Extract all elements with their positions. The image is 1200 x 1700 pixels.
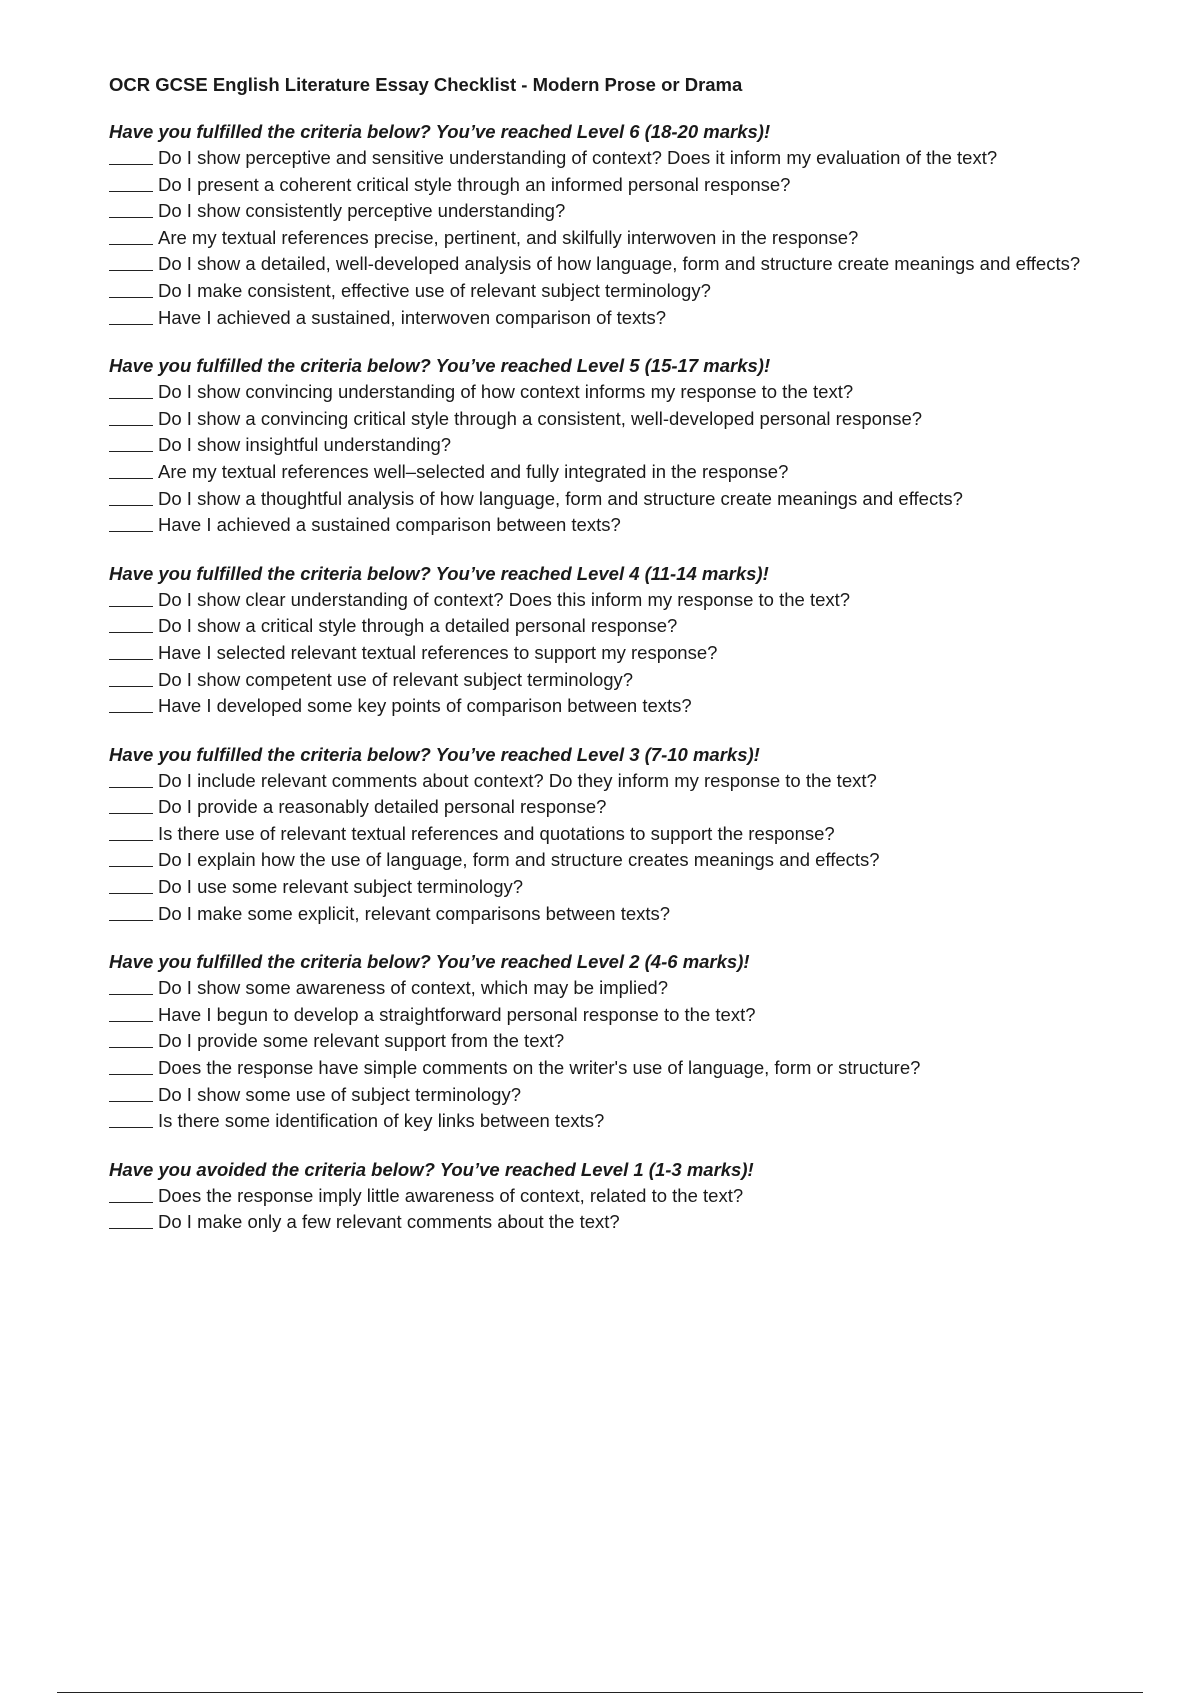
level-section bbox=[109, 119, 1179, 331]
checklist-item-text: Have I achieved a sustained, interwoven comparison of texts? bbox=[158, 306, 667, 328]
tick-blank-line[interactable] bbox=[109, 1020, 153, 1022]
checklist-item-text: Do I show insightful understanding? bbox=[158, 434, 452, 456]
checklist-item-text: Do I show competent use of relevant subject terminology? bbox=[158, 668, 634, 690]
checklist-item bbox=[109, 198, 1179, 225]
level-section bbox=[109, 742, 1179, 928]
checklist-item bbox=[109, 225, 1179, 252]
checklist-item bbox=[109, 305, 1179, 332]
tick-blank-line[interactable] bbox=[109, 919, 153, 921]
tick-blank-line[interactable] bbox=[109, 631, 153, 633]
checklist-item-text: Is there use of relevant textual references and quotations to support the response? bbox=[158, 822, 835, 844]
checklist-item bbox=[109, 278, 1179, 305]
checklist-item bbox=[109, 1028, 1179, 1055]
checklist-item-text: Do I make some explicit, relevant comparisons between texts? bbox=[158, 902, 671, 924]
checklist-item bbox=[109, 1082, 1179, 1109]
checklist-item-text: Do I show some awareness of context, which may be implied? bbox=[158, 977, 669, 999]
checklist-item bbox=[109, 486, 1179, 513]
checklist-item bbox=[109, 406, 1179, 433]
tick-blank-line[interactable] bbox=[109, 892, 153, 894]
tick-blank-line[interactable] bbox=[109, 839, 153, 841]
checklist-item-text: Do I show a thoughtful analysis of how language, form and structure create meanings and effects? bbox=[158, 487, 963, 509]
checklist-item-text: Have I selected relevant textual references to support my response? bbox=[158, 641, 718, 663]
tick-blank-line[interactable] bbox=[109, 504, 153, 506]
tick-blank-line[interactable] bbox=[109, 812, 153, 814]
checklist-item-text: Do I present a coherent critical style through an informed personal response? bbox=[158, 173, 791, 195]
checklist-item-text: Do I use some relevant subject terminology? bbox=[158, 876, 524, 898]
checklist-item bbox=[109, 874, 1179, 901]
tick-blank-line[interactable] bbox=[109, 216, 153, 218]
checklist-item bbox=[109, 975, 1179, 1002]
tick-blank-line[interactable] bbox=[109, 1100, 153, 1102]
checklist-item bbox=[109, 1183, 1179, 1210]
tick-blank-line[interactable] bbox=[109, 530, 153, 532]
tick-blank-line[interactable] bbox=[109, 1126, 153, 1128]
checklist-item-text: Do I show a convincing critical style through a consistent, well-developed personal response? bbox=[158, 407, 923, 429]
tick-blank-line[interactable] bbox=[109, 786, 153, 788]
checklist-item-text: Have I developed some key points of comparison between texts? bbox=[158, 695, 692, 717]
checklist-item bbox=[109, 768, 1179, 795]
checklist-item-text: Do I show convincing understanding of how context informs my response to the text? bbox=[158, 381, 854, 403]
checklist-item bbox=[109, 172, 1179, 199]
tick-blank-line[interactable] bbox=[109, 993, 153, 995]
level-section bbox=[109, 353, 1179, 539]
checklist-item-text: Are my textual references precise, pertinent, and skilfully interwoven in the response? bbox=[158, 226, 859, 248]
checklist-item-text: Do I show clear understanding of context? Does this inform my response to the text? bbox=[158, 588, 851, 610]
checklist-item-text: Do I show a detailed, well-developed analysis of how language, form and structure create meanings and effects? bbox=[158, 253, 1081, 275]
checklist-item-text: Is there some identification of key links between texts? bbox=[158, 1110, 605, 1132]
checklist-item-text: Do I make only a few relevant comments about the text? bbox=[158, 1211, 620, 1233]
section-heading: Have you fulfilled the criteria below? You’ve reached Level 3 (7-10 marks)! bbox=[109, 743, 760, 765]
checklist-item-text: Do I make consistent, effective use of relevant subject terminology? bbox=[158, 279, 711, 301]
checklist-item-text: Does the response imply little awareness of context, related to the text? bbox=[158, 1184, 744, 1206]
tick-blank-line[interactable] bbox=[109, 323, 153, 325]
tick-blank-line[interactable] bbox=[109, 296, 153, 298]
checklist-item-text: Do I include relevant comments about context? Do they inform my response to the text? bbox=[158, 769, 877, 791]
checklist-item bbox=[109, 251, 1179, 278]
section-heading: Have you fulfilled the criteria below? You’ve reached Level 4 (11-14 marks)! bbox=[109, 562, 769, 584]
checklist-item-text: Do I provide a reasonably detailed personal response? bbox=[158, 796, 607, 818]
checklist-item bbox=[109, 693, 1179, 720]
tick-blank-line[interactable] bbox=[109, 658, 153, 660]
checklist-item bbox=[109, 145, 1179, 172]
level-section bbox=[109, 561, 1179, 720]
checklist-item bbox=[109, 1002, 1179, 1029]
tick-blank-line[interactable] bbox=[109, 865, 153, 867]
tick-blank-line[interactable] bbox=[109, 477, 153, 479]
tick-blank-line[interactable] bbox=[109, 450, 153, 452]
checklist-item bbox=[109, 1055, 1179, 1082]
tick-blank-line[interactable] bbox=[109, 1073, 153, 1075]
tick-blank-line[interactable] bbox=[109, 685, 153, 687]
tick-blank-line[interactable] bbox=[109, 163, 153, 165]
tick-blank-line[interactable] bbox=[109, 424, 153, 426]
tick-blank-line[interactable] bbox=[109, 190, 153, 192]
section-heading: Have you fulfilled the criteria below? You’ve reached Level 5 (15-17 marks)! bbox=[109, 355, 771, 377]
checklist-item bbox=[109, 459, 1179, 486]
tick-blank-line[interactable] bbox=[109, 1201, 153, 1203]
checklist-item-text: Do I show a critical style through a detailed personal response? bbox=[158, 615, 678, 637]
checklist-item bbox=[109, 847, 1179, 874]
checklist-item bbox=[109, 613, 1179, 640]
checklist-item-text: Are my textual references well–selected and fully integrated in the response? bbox=[158, 460, 789, 482]
checklist-item-text: Have I begun to develop a straightforward personal response to the text? bbox=[158, 1003, 756, 1025]
checklist-item-text: Do I show consistently perceptive understanding? bbox=[158, 200, 566, 222]
checklist-item bbox=[109, 379, 1179, 406]
checklist-item bbox=[109, 587, 1179, 614]
tick-blank-line[interactable] bbox=[109, 1227, 153, 1229]
section-heading: Have you fulfilled the criteria below? You’ve reached Level 2 (4-6 marks)! bbox=[109, 951, 750, 973]
tick-blank-line[interactable] bbox=[109, 1046, 153, 1048]
checklist-page bbox=[109, 72, 1179, 1258]
tick-blank-line[interactable] bbox=[109, 711, 153, 713]
tick-blank-line[interactable] bbox=[109, 605, 153, 607]
footer-divider bbox=[57, 1692, 1143, 1693]
checklist-item-text: Do I provide some relevant support from the text? bbox=[158, 1030, 565, 1052]
tick-blank-line[interactable] bbox=[109, 269, 153, 271]
document-title: OCR GCSE English Literature Essay Checklist - Modern Prose or Drama bbox=[109, 74, 743, 95]
checklist-item bbox=[109, 667, 1179, 694]
checklist-item bbox=[109, 821, 1179, 848]
checklist-item-text: Do I explain how the use of language, form and structure creates meanings and effects? bbox=[158, 849, 880, 871]
checklist-item-text: Have I achieved a sustained comparison between texts? bbox=[158, 514, 621, 536]
checklist-item-text: Do I show perceptive and sensitive understanding of context? Does it inform my evaluation of the text? bbox=[158, 147, 998, 168]
section-heading: Have you avoided the criteria below? You’ve reached Level 1 (1-3 marks)! bbox=[109, 1158, 754, 1180]
checklist-item-text: Do I show some use of subject terminology? bbox=[158, 1083, 521, 1105]
tick-blank-line[interactable] bbox=[109, 397, 153, 399]
checklist-item bbox=[109, 512, 1179, 539]
section-heading: Have you fulfilled the criteria below? You’ve reached Level 6 (18-20 marks)! bbox=[109, 121, 771, 142]
checklist-item-text: Does the response have simple comments on the writer's use of language, form or structure? bbox=[158, 1057, 921, 1079]
checklist-item bbox=[109, 901, 1179, 928]
checklist-item bbox=[109, 432, 1179, 459]
checklist-sections bbox=[109, 119, 1179, 1236]
level-section bbox=[109, 949, 1179, 1135]
checklist-item bbox=[109, 794, 1179, 821]
checklist-item bbox=[109, 640, 1179, 667]
checklist-item bbox=[109, 1108, 1179, 1135]
tick-blank-line[interactable] bbox=[109, 243, 153, 245]
checklist-item bbox=[109, 1209, 1179, 1236]
level-section bbox=[109, 1157, 1179, 1236]
